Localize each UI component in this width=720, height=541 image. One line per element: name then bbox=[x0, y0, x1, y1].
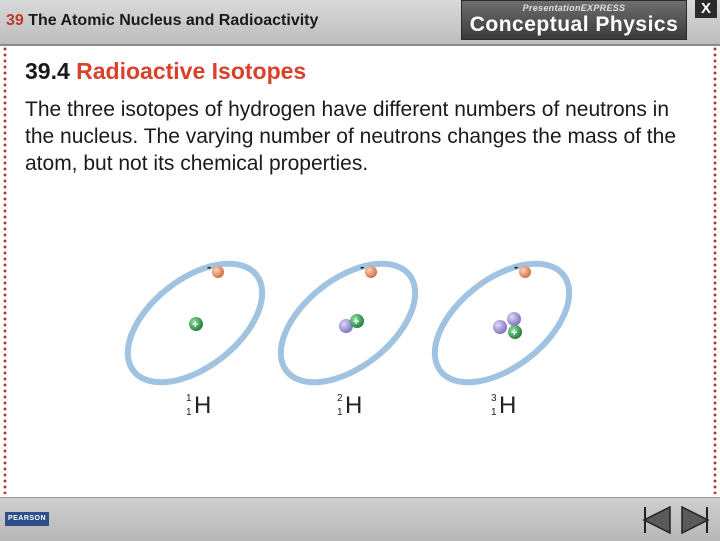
neutron-icon bbox=[507, 312, 521, 326]
element-symbol: H bbox=[345, 392, 363, 419]
electron-sign: - bbox=[360, 259, 365, 274]
mass-number: 2 bbox=[337, 393, 343, 404]
isotope-hydrogen-3 bbox=[413, 255, 590, 419]
electron-sign: - bbox=[514, 259, 519, 274]
brand-title: Conceptual Physics bbox=[469, 13, 679, 36]
footer-bar bbox=[0, 497, 720, 541]
mass-number: 1 bbox=[186, 393, 192, 404]
atomic-number: 1 bbox=[337, 407, 343, 418]
isotope-hydrogen-1 bbox=[106, 255, 283, 419]
left-dotted-border bbox=[3, 46, 7, 494]
proton-sign: + bbox=[192, 319, 199, 331]
mass-number: 3 bbox=[491, 393, 497, 404]
atomic-number: 1 bbox=[491, 407, 497, 418]
electron-icon bbox=[212, 266, 224, 278]
section-title bbox=[25, 58, 306, 85]
electron-icon bbox=[519, 266, 531, 278]
proton-sign: + bbox=[511, 327, 518, 339]
proton-sign: + bbox=[353, 316, 360, 328]
isotope-diagram bbox=[100, 255, 620, 435]
body-text: The three isotopes of hydrogen have different numbers of neutrons in the nucleus. The varying number of neutrons changes the mass of the atom, but not its chemical properties. bbox=[25, 98, 676, 175]
right-dotted-border bbox=[713, 46, 717, 494]
next-arrow-icon bbox=[682, 507, 708, 533]
pearson-logo: PEARSON bbox=[5, 512, 49, 526]
element-symbol: H bbox=[194, 392, 212, 419]
brand-logo bbox=[461, 0, 687, 40]
electron-icon bbox=[365, 266, 377, 278]
previous-arrow-icon bbox=[644, 507, 670, 533]
isotope-hydrogen-2 bbox=[259, 255, 436, 419]
chapter-title-text: The Atomic Nucleus and Radioactivity bbox=[28, 12, 319, 29]
chapter-number: 39 bbox=[6, 12, 24, 29]
previous-slide-button[interactable] bbox=[640, 505, 674, 535]
close-button[interactable]: X bbox=[695, 0, 717, 18]
brand-subtitle: PresentationEXPRESS bbox=[522, 3, 626, 13]
chapter-title bbox=[6, 12, 318, 30]
electron-sign: - bbox=[207, 259, 212, 274]
section-number: 39.4 bbox=[25, 58, 70, 84]
next-slide-button[interactable] bbox=[678, 505, 712, 535]
atomic-number: 1 bbox=[186, 407, 192, 418]
neutron-icon bbox=[493, 320, 507, 334]
section-name: Radioactive Isotopes bbox=[76, 58, 307, 84]
element-symbol: H bbox=[499, 392, 517, 419]
header-bar bbox=[0, 0, 720, 46]
